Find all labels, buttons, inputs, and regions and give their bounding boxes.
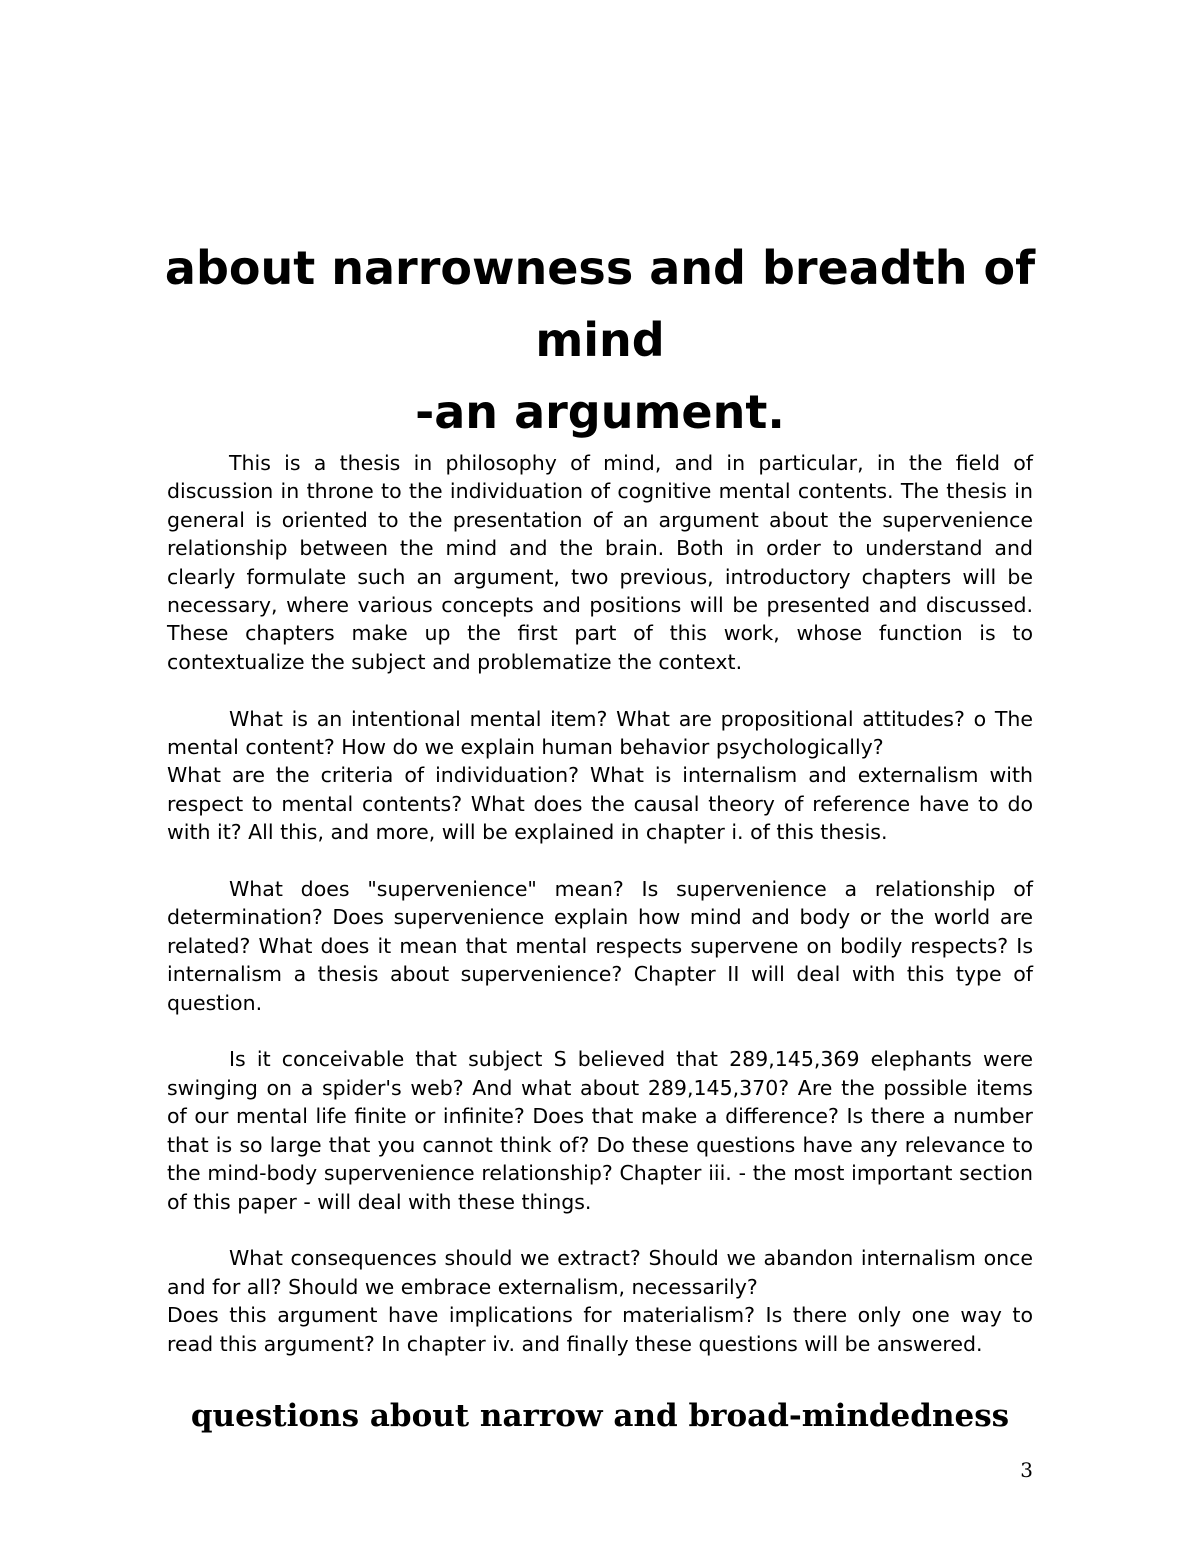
body-text — [167, 449, 1033, 1386]
paragraph-text: Is it conceivable that subject S believed that 289,145,369 elephants were swinging on a spider's web? And what about 289,145,370? Are the possible items of our mental life finite or infinite? Does that make a difference? Is there a number that is so large that you cannot think of? Do these questions have any relevance to the mind-body supervenience relationship? Chapter iii. - the most important section of this paper - will deal with these things. — [167, 1047, 1033, 1214]
paragraph-text: This is a thesis in philosophy of mind, and in particular, in the field of discussion in throne to the individuation of cognitive mental contents. The thesis in general is oriented to the presentation of an argument about the supervenience relationship between the mind and the brain. Both in order to understand and clearly formulate such an argument, two previous, introductory chapters will be necessary, where various concepts and positions will be presented and discussed. These chapters make up the first part of this work, whose function is to contextualize the subject and problematize the context. — [167, 451, 1033, 674]
document-title — [120, 232, 1080, 448]
paragraph-text: What are the criteria of individuation? What is internalism and externalism with respect to mental contents? What does the causal theory of reference have to do with it? All this, and more, will be explained in chapter i. of this thesis. — [167, 763, 1033, 845]
paragraph-chapter-1 — [167, 705, 1033, 847]
page-number: 3 — [1020, 1458, 1033, 1482]
paragraph-chapter-3 — [167, 1045, 1033, 1215]
title-line-2: -an argument. — [415, 385, 785, 439]
paragraph-chapter-4 — [167, 1244, 1033, 1358]
paragraph-text: What is an intentional mental item? What are propositional attitudes? o The mental content? How do we explain human behavior psychologically? — [167, 706, 1033, 760]
paragraph-text: Does this argument have implications for materialism? Is there only one way to read this argument? In chapter iv. and finally these questions will be answered. — [167, 1303, 1033, 1356]
paragraph-chapter-2 — [167, 875, 1033, 1017]
paragraph-intro — [167, 449, 1033, 676]
title-line-1: about narrowness and breadth of mind — [164, 241, 1036, 367]
paragraph-text: What consequences should we extract? Should we abandon internalism once and for all? Should we embrace externalism, necessarily? — [167, 1246, 1033, 1299]
paragraph-text: What does "supervenience" mean? Is supervenience a relationship of determination? Does supervenience explain how mind and body or the world are related? What does it mean that mental respects supervene on bodily respects? Is internalism a thesis about supervenience? Chapter II will deal with this type of question. — [167, 877, 1033, 1015]
section-heading: questions about narrow and broad-mindedness — [190, 1398, 1010, 1434]
